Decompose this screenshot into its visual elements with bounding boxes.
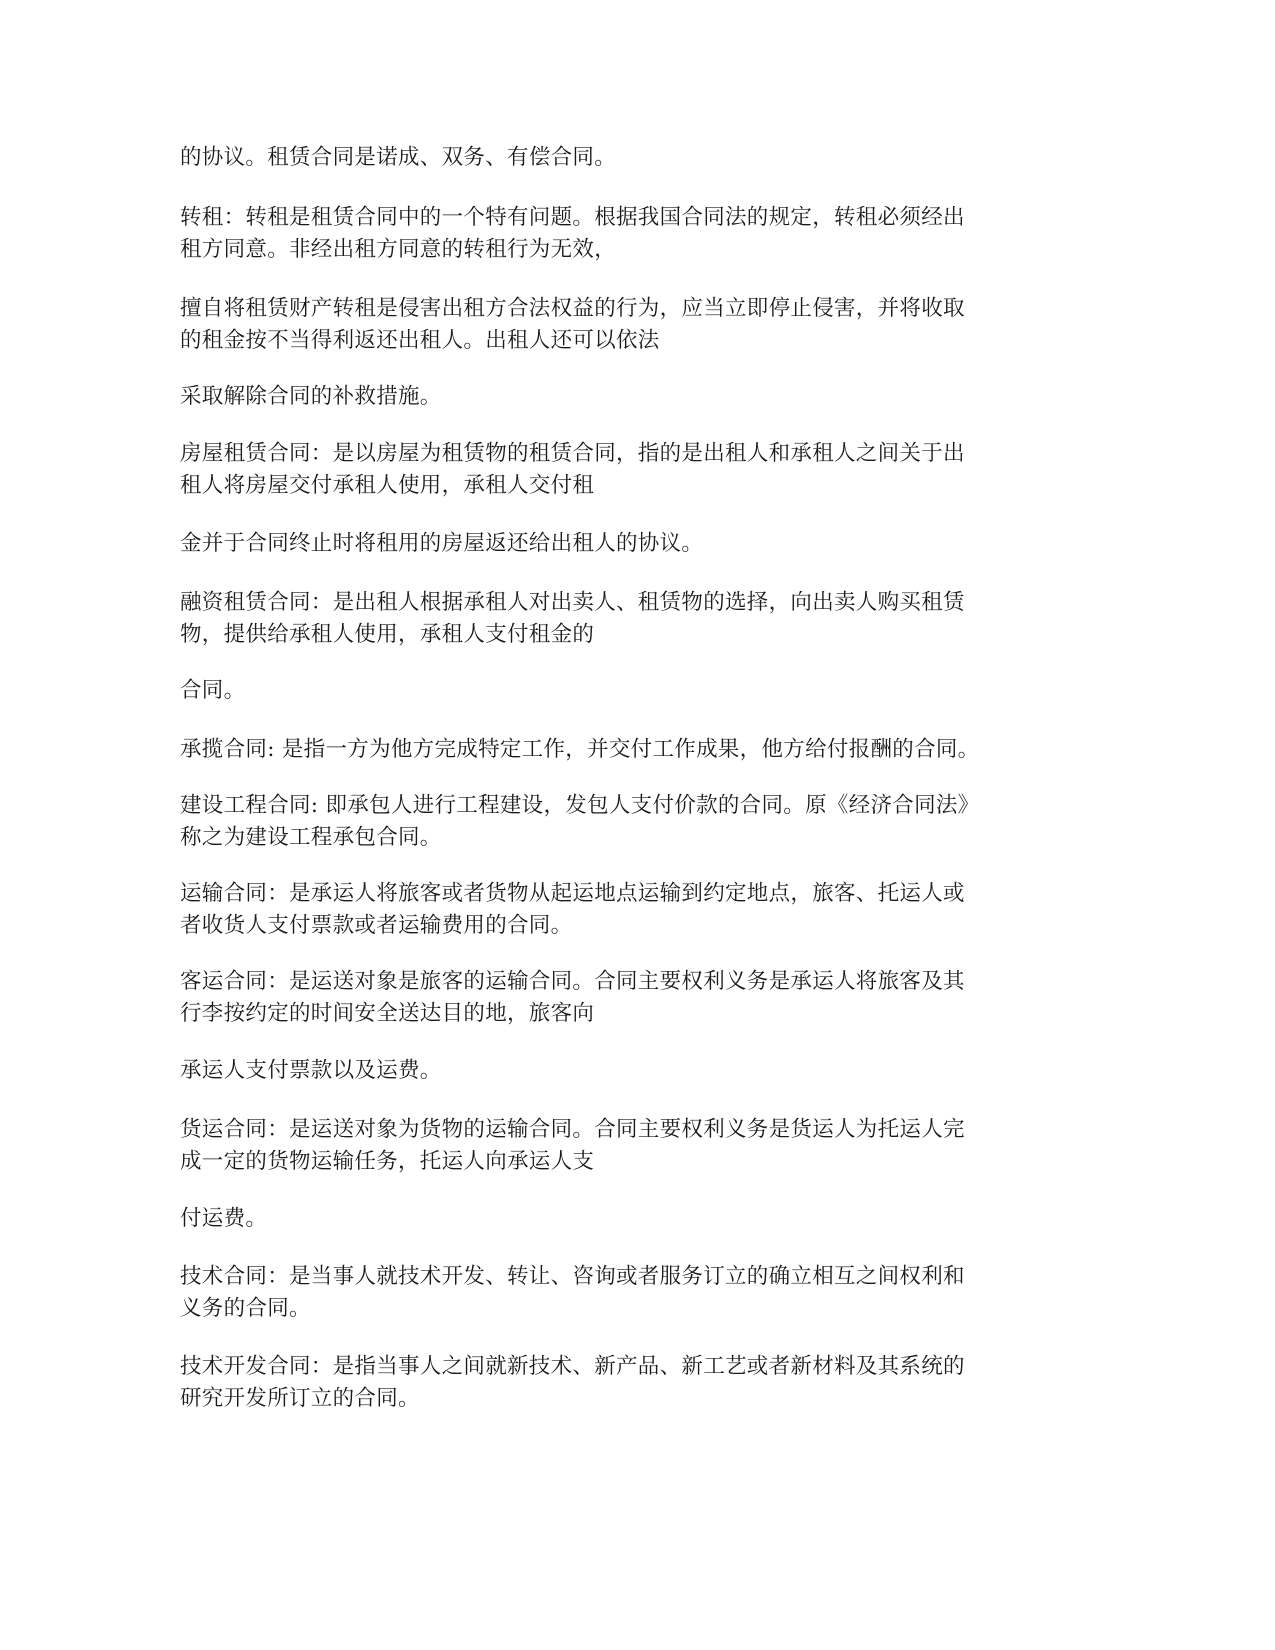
text-line: 房屋租赁合同：是以房屋为租赁物的租赁合同，指的是出租人和承租人之间关于出 (180, 441, 965, 466)
paragraph-house-lease (180, 438, 1060, 502)
text-line: 融资租赁合同：是出租人根据承租人对出卖人、租赁物的选择，向出卖人购买租赁 (180, 590, 965, 615)
text-line: 承揽合同: 是指一方为他方完成特定工作，并交付工作成果，他方给付报酬的合同。 (180, 737, 980, 762)
text-line: 采取解除合同的补救措施。 (180, 384, 442, 409)
paragraph-unauthorized-sublease (180, 293, 1060, 357)
paragraph-technology-development (180, 1351, 1060, 1415)
text-line: 租方同意。非经出租方同意的转租行为无效， (180, 237, 617, 262)
text-line: 金并于合同终止时将租用的房屋返还给出租人的协议。 (180, 531, 704, 556)
paragraph-finance-lease-cont (180, 675, 1060, 707)
text-line: 研究开发所订立的合同。 (180, 1386, 420, 1411)
paragraph-cargo-transport (180, 1114, 1060, 1178)
paragraph-remedy (180, 381, 1060, 413)
text-line: 租人将房屋交付承租人使用，承租人交付租 (180, 473, 595, 498)
text-line: 成一定的货物运输任务，托运人向承运人支 (180, 1149, 595, 1174)
paragraph-passenger-transport-cont (180, 1055, 1060, 1087)
text-line: 行李按约定的时间安全送达目的地，旅客向 (180, 1001, 595, 1026)
text-line: 技术开发合同：是指当事人之间就新技术、新产品、新工艺或者新材料及其系统的 (180, 1354, 965, 1379)
text-line: 者收货人支付票款或者运输费用的合同。 (180, 913, 573, 938)
paragraph-construction-contract (180, 790, 1060, 854)
text-line: 货运合同：是运送对象为货物的运输合同。合同主要权利义务是货运人为托运人完 (180, 1117, 965, 1142)
paragraph-transport-contract (180, 878, 1060, 942)
paragraph-lease-definition (180, 142, 1060, 174)
text-line: 建设工程合同: 即承包人进行工程建设，发包人支付价款的合同。原《经济合同法》 (180, 793, 980, 818)
text-line: 付运费。 (180, 1206, 268, 1231)
paragraph-work-contract (180, 734, 1060, 766)
paragraph-passenger-transport (180, 966, 1060, 1030)
text-line: 技术合同：是当事人就技术开发、转让、咨询或者服务订立的确立相互之间权利和 (180, 1264, 965, 1289)
text-line: 客运合同：是运送对象是旅客的运输合同。合同主要权利义务是承运人将旅客及其 (180, 969, 965, 994)
text-line: 义务的合同。 (180, 1296, 311, 1321)
paragraph-house-lease-cont (180, 528, 1060, 560)
paragraph-technology-contract (180, 1261, 1060, 1325)
text-line: 合同。 (180, 678, 246, 703)
text-line: 运输合同：是承运人将旅客或者货物从起运地点运输到约定地点，旅客、托运人或 (180, 881, 965, 906)
text-line: 转租：转租是租赁合同中的一个特有问题。根据我国合同法的规定，转租必须经出 (180, 205, 965, 230)
text-line: 的租金按不当得利返还出租人。出租人还可以依法 (180, 328, 660, 353)
text-line: 物，提供给承租人使用，承租人支付租金的 (180, 622, 595, 647)
text-line: 擅自将租赁财产转租是侵害出租方合法权益的行为，应当立即停止侵害，并将收取 (180, 296, 965, 321)
text-line: 承运人支付票款以及运费。 (180, 1058, 442, 1083)
paragraph-cargo-transport-cont (180, 1203, 1060, 1235)
paragraph-finance-lease (180, 587, 1060, 651)
paragraph-sublease (180, 202, 1060, 266)
text-line: 称之为建设工程承包合同。 (180, 825, 442, 850)
text-line: 的协议。租赁合同是诺成、双务、有偿合同。 (180, 145, 617, 170)
